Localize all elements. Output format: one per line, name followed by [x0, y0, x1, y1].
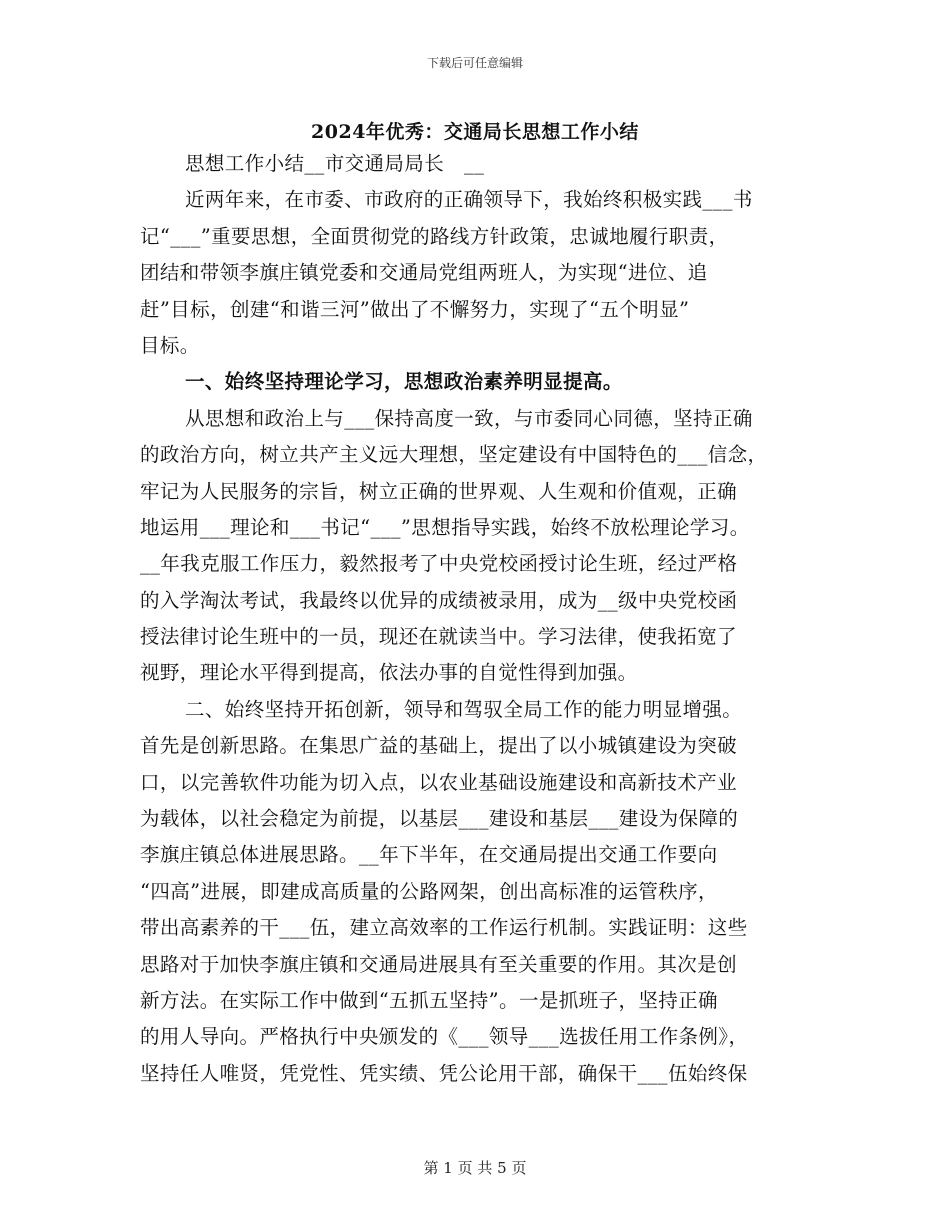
paragraph-line: 的政治方向，树立共产主义远大理想，坚定建设有中国特色的___信念， [140, 443, 768, 467]
paragraph-line: 为载体，以社会稳定为前提，以基层___建设和基层___建设为保障的 [140, 807, 739, 831]
paragraph-line: 视野，理论水平得到提高，依法办事的自觉性得到加强。 [140, 661, 638, 685]
paragraph-line: 新方法。在实际工作中做到“五抓五坚持”。一是抓班子，坚持正确 [140, 988, 718, 1012]
document-title: 2024年优秀：交通局长思想工作小结 [311, 121, 639, 143]
paragraph-line: 目标。 [140, 333, 200, 357]
paragraph-line: 的入学淘汰考试，我最终以优异的成绩被录用，成为__级中央党校函 [140, 588, 738, 612]
paragraph-line: 思想工作小结__市交通局局长 __ [185, 152, 485, 175]
paragraph-line: 授法律讨论生班中的一员，现还在就读当中。学习法律，使我拓宽了 [140, 625, 738, 649]
paragraph-line: 带出高素养的干___伍，建立高效率的工作运行机制。实践证明：这些 [140, 916, 748, 940]
paragraph-line: 思路对于加快李旗庄镇和交通局进展具有至关重要的作用。其次是创 [140, 952, 738, 976]
page-number: 第 1 页 共 5 页 [423, 1159, 527, 1177]
paragraph-line: 牢记为人民服务的宗旨，树立正确的世界观、人生观和价值观，正确 [140, 479, 738, 503]
paragraph-line: 近两年来，在市委、市政府的正确领导下，我始终积极实践___书 [185, 188, 753, 212]
paragraph-line: 从思想和政治上与___保持高度一致，与市委同心同德，坚持正确 [185, 406, 753, 430]
paragraph-line: 李旗庄镇总体进展思路。__年下半年，在交通局提出交通工作要向 [140, 843, 718, 867]
paragraph-line: __年我克服工作压力，毅然报考了中央党校函授讨论生班，经过严格 [140, 552, 738, 576]
paragraph-line: 赶”目标，创建“和谐三河”做出了不懈努力，实现了“五个明显” [140, 297, 690, 321]
paragraph-line: 的用人导向。严格执行中央颁发的《___领导___选拔任用工作条例》， [140, 1025, 749, 1049]
paragraph-line: 二、始终坚持开拓创新，领导和驾驭全局工作的能力明显增强。 [185, 697, 743, 721]
paragraph-line: 记“___”重要思想，全面贯彻党的路线方针政策，忠诚地履行职责， [140, 224, 729, 248]
paragraph-line: 团结和带领李旗庄镇党委和交通局党组两班人，为实现“进位、追 [140, 261, 708, 285]
paragraph-line: 地运用___理论和___书记“___”思想指导实践，始终不放松理论学习。 [140, 515, 750, 539]
section-heading-line: 一、始终坚持理论学习，思想政治素养明显提高。 [185, 370, 623, 394]
paragraph-line: 坚持任人唯贤，凭党性、凭实绩、凭公论用干部，确保干___伍始终保 [140, 1061, 748, 1085]
page-header-note: 下载后可任意编辑 [426, 56, 523, 70]
paragraph-line: 口，以完善软件功能为切入点，以农业基础设施建设和高新技术产业 [140, 770, 738, 794]
paragraph-line: “四高”进展，即建成高质量的公路网架，创出高标准的运管秩序， [140, 879, 718, 903]
document-body [140, 146, 820, 1092]
paragraph-line: 首先是创新思路。在集思广益的基础上，提出了以小城镇建设为突破 [140, 734, 738, 758]
